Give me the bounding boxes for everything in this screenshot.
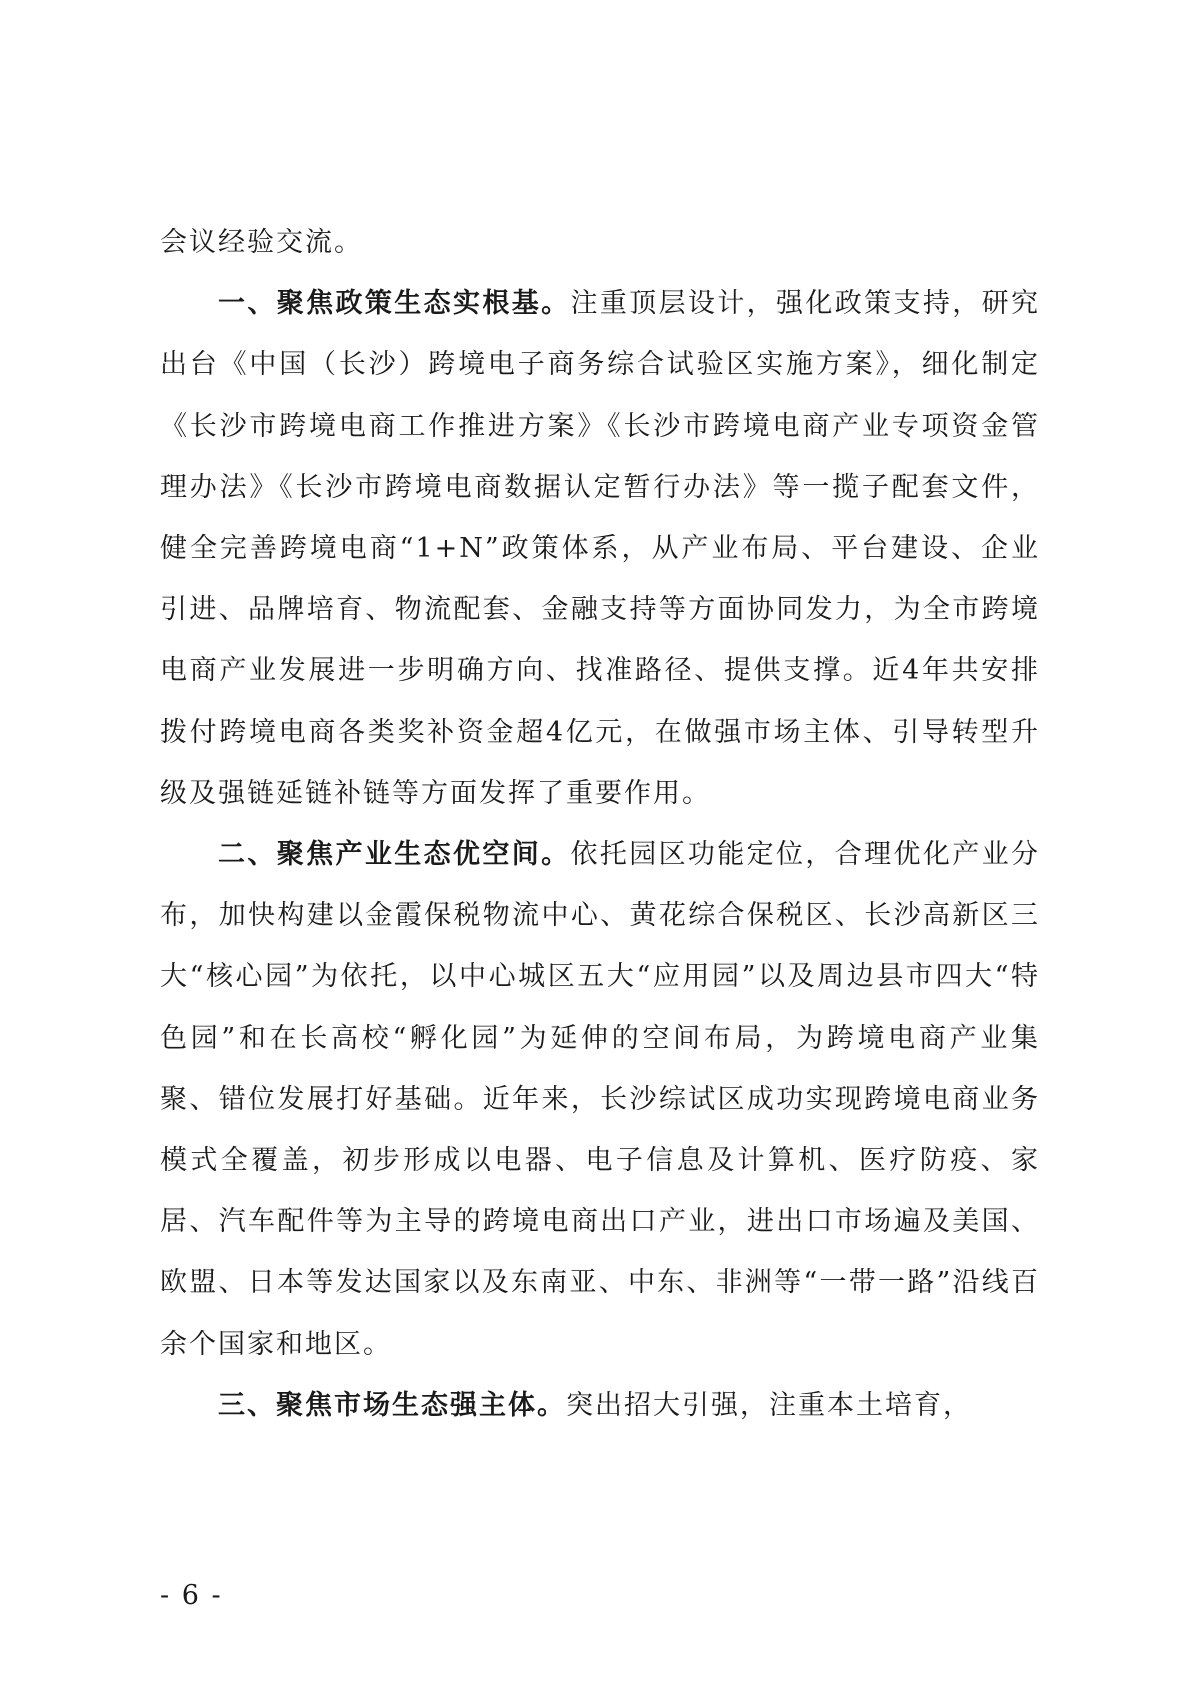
section-heading: 一、聚焦政策生态实根基。 [218, 288, 571, 320]
paragraph-industry-ecology [160, 824, 1040, 1375]
paragraph-text: 注重顶层设计，强化政策支持，研究出台《中国（长沙）跨境电子商务综合试验区实施方案》，细化制定《长沙市跨境电商工作推进方案》《长沙市跨境电商产业专项资金管理办法》《长沙市跨境电商数据认定暂行办法》等一揽子配套文件，健全完善跨境电商“1+N”政策体系，从产业布局、平台建设、企业引进、品牌培育、物流配套、金融支持等方面协同发力，为全市跨境电商产业发展进一步明确方向、找准路径、提供支撑。近4年共安排拨付跨境电商各类奖补资金超4亿元，在做强市场主体、引导转型升级及强链延链补链等方面发挥了重要作用。 [160, 288, 1041, 809]
paragraph-market-ecology [160, 1375, 1040, 1436]
paragraph-text: 会议经验交流。 [160, 227, 363, 258]
paragraph-policy-ecology [160, 273, 1040, 824]
page-number: - 6 - [160, 1580, 223, 1611]
paragraph-text: 依托园区功能定位，合理优化产业分布，加快构建以金霞保税物流中心、黄花综合保税区、长沙高新区三大“核心园”为依托，以中心城区五大“应用园”以及周边县市四大“特色园”和在长高校“孵化园”为延伸的空间布局，为跨境电商产业集聚、错位发展打好基础。近年来，长沙综试区成功实现跨境电商业务模式全覆盖，初步形成以电器、电子信息及计算机、医疗防疫、家居、汽车配件等为主导的跨境电商出口产业，进出口市场遍及美国、欧盟、日本等发达国家以及东南亚、中东、非洲等“一带一路”沿线百余个国家和地区。 [160, 839, 1041, 1360]
section-heading: 二、聚焦产业生态优空间。 [218, 839, 571, 871]
section-heading: 三、聚焦市场生态强主体。 [218, 1389, 566, 1421]
paragraph-continuation [160, 212, 1040, 273]
paragraph-text: 突出招大引强，注重本土培育， [566, 1389, 972, 1421]
document-body [160, 212, 1040, 1436]
